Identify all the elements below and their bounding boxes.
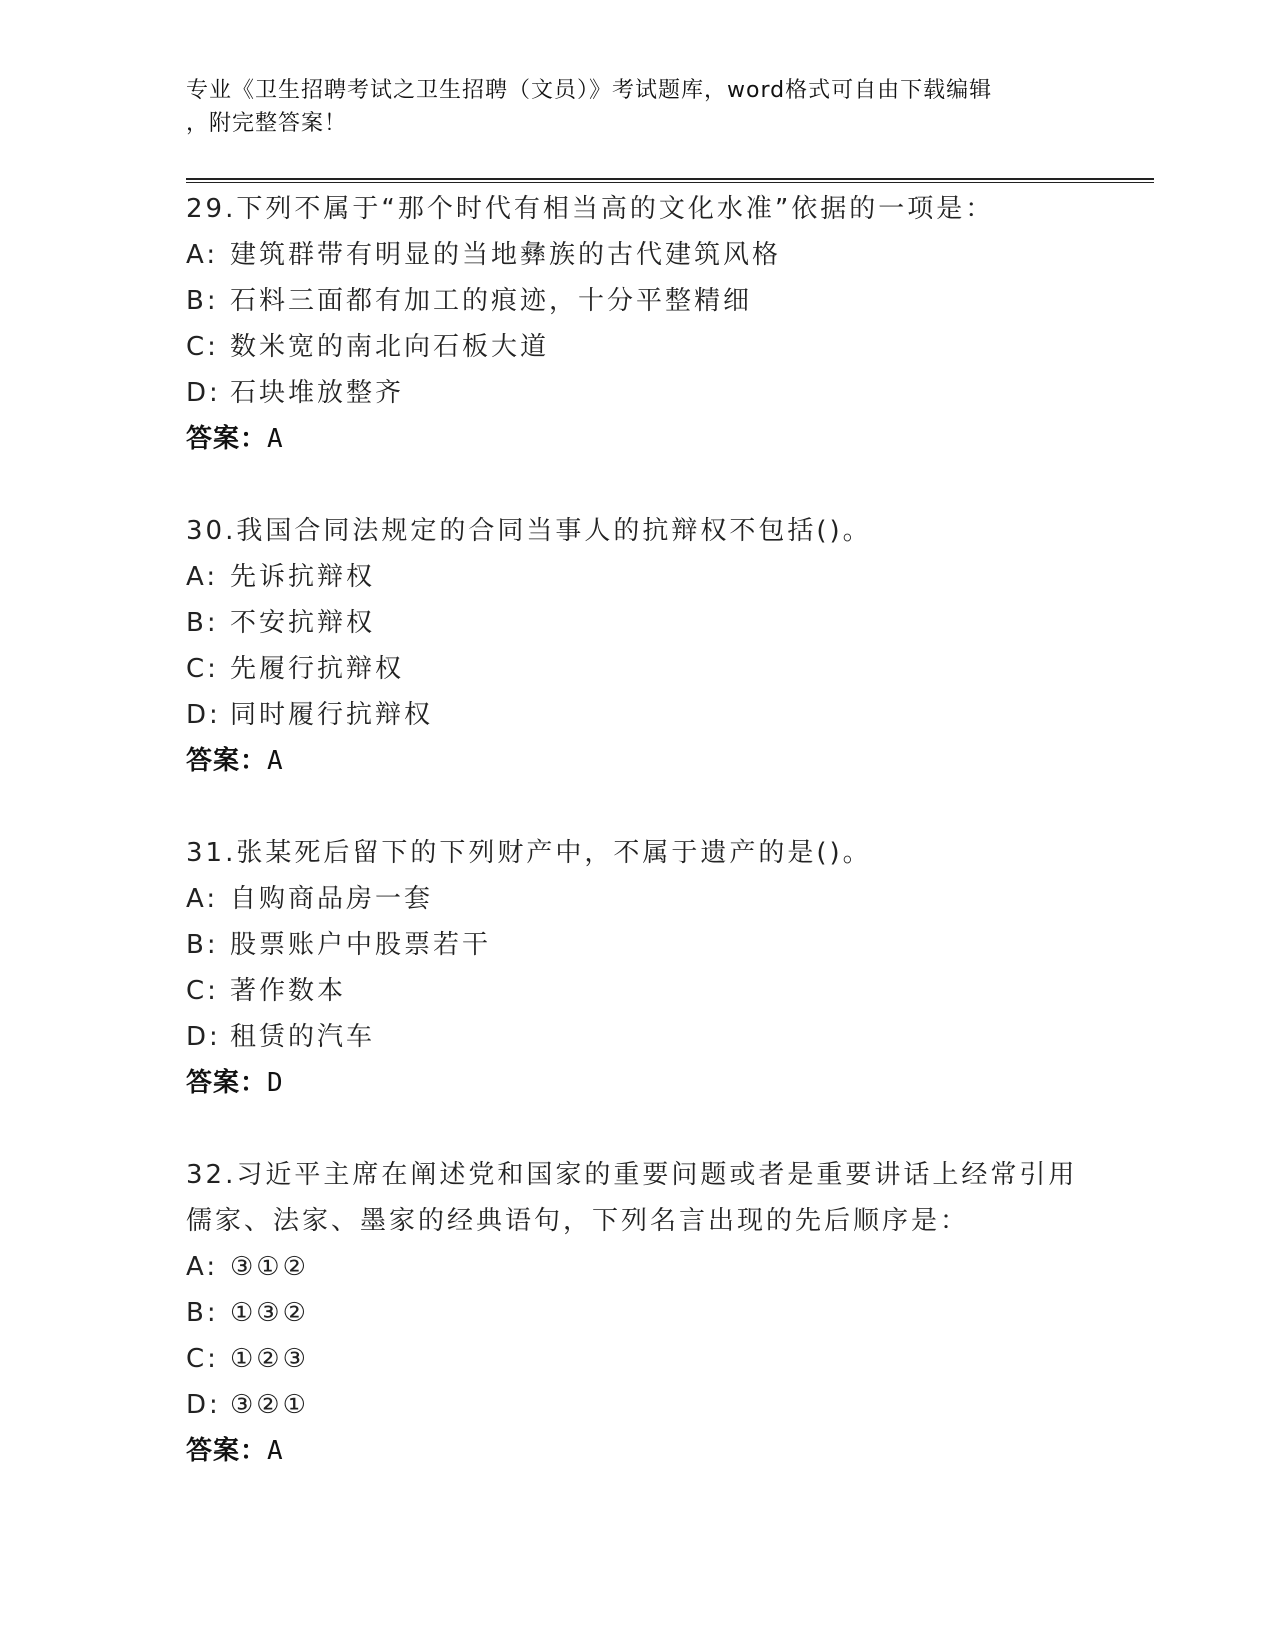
option-text: 自购商品房一套 [230,884,434,914]
answer-value: A [267,746,284,776]
option-d [186,370,1086,416]
header-line-2: ，附完整答案！ [186,111,348,136]
option-a [186,1244,1086,1290]
document-header [186,74,1086,140]
option-text: ①②③ [230,1344,309,1374]
option-b [186,922,1086,968]
question-30 [186,508,1086,784]
option-c [186,324,1086,370]
option-letter: C: [186,976,219,1006]
option-letter: A: [186,240,219,270]
answer-line [186,416,1086,462]
question-stem: 29.下列不属于“那个时代有相当高的文化水准”依据的一项是： [186,194,995,224]
option-text: 先履行抗辩权 [230,654,405,684]
option-d [186,1014,1086,1060]
option-letter: D: [186,378,221,408]
option-a [186,232,1086,278]
answer-label: 答案： [186,1436,268,1466]
option-b [186,600,1086,646]
option-letter: C: [186,1344,219,1374]
option-letter: B: [186,930,219,960]
option-letter: A: [186,562,219,592]
answer-label: 答案： [186,424,268,454]
option-c [186,968,1086,1014]
option-text: ①③② [230,1298,309,1328]
option-text: ③②① [230,1390,309,1420]
question-31 [186,830,1086,1106]
option-a [186,554,1086,600]
answer-line [186,1428,1086,1474]
header-rule-thin [186,182,1154,183]
option-text: 著作数本 [230,976,347,1006]
option-text: 数米宽的南北向石板大道 [230,332,550,362]
question-stem-line-1: 32.习近平主席在阐述党和国家的重要问题或者是重要讲话上经常引用 [186,1160,1078,1190]
header-rule-thick [186,178,1154,180]
option-b [186,278,1086,324]
option-letter: C: [186,332,219,362]
option-text: 石料三面都有加工的痕迹，十分平整精细 [230,286,753,316]
option-letter: D: [186,700,221,730]
answer-label: 答案： [186,1068,268,1098]
question-stem: 30.我国合同法规定的合同当事人的抗辩权不包括()。 [186,516,872,546]
question-32 [186,1152,1086,1474]
option-text: 股票账户中股票若干 [230,930,492,960]
option-text: 不安抗辩权 [230,608,376,638]
option-letter: A: [186,1252,219,1282]
option-letter: C: [186,654,219,684]
option-letter: B: [186,286,219,316]
option-letter: D: [186,1390,221,1420]
option-c [186,1336,1086,1382]
answer-value: D [267,1068,284,1098]
answer-line [186,738,1086,784]
answer-label: 答案： [186,746,268,776]
header-line-1: 专业《卫生招聘考试之卫生招聘（文员）》考试题库，word格式可自由下载编辑 [186,78,993,103]
question-29 [186,186,1086,462]
option-a [186,876,1086,922]
option-text: 建筑群带有明显的当地彝族的古代建筑风格 [230,240,782,270]
option-letter: B: [186,608,219,638]
option-b [186,1290,1086,1336]
option-c [186,646,1086,692]
question-stem-line-2: 儒家、法家、墨家的经典语句，下列名言出现的先后顺序是： [186,1206,970,1236]
option-d [186,1382,1086,1428]
option-text: ③①② [230,1252,309,1282]
option-text: 租赁的汽车 [230,1022,376,1052]
option-text: 先诉抗辩权 [230,562,376,592]
answer-value: A [267,1436,284,1466]
option-letter: A: [186,884,219,914]
option-letter: D: [186,1022,221,1052]
answer-line [186,1060,1086,1106]
option-text: 同时履行抗辩权 [230,700,434,730]
question-stem: 31.张某死后留下的下列财产中，不属于遗产的是()。 [186,838,872,868]
option-text: 石块堆放整齐 [230,378,405,408]
option-letter: B: [186,1298,219,1328]
option-d [186,692,1086,738]
answer-value: A [267,424,284,454]
